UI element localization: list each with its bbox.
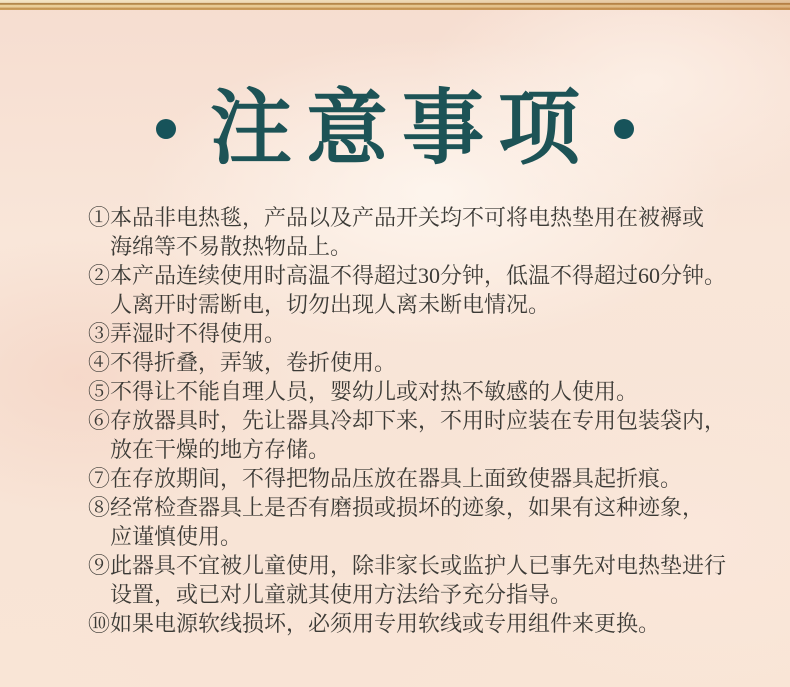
notice-line-7: ⑤不得让不能自理人员，婴幼儿或对热不敏感的人使用。: [88, 379, 639, 404]
notice-line-15: ⑩如果电源软线损坏，必须用专用软线或专用组件来更换。: [88, 611, 661, 636]
title-right-dot-icon: [614, 119, 634, 139]
notice-line-1: ①本品非电热毯，产品以及产品开关均不可将电热垫用在被褥或: [88, 205, 705, 230]
notice-list: [88, 203, 770, 638]
notice-line-11: ⑧经常检查器具上是否有磨损或损坏的迹象，如果有这种迹象，: [88, 495, 705, 520]
notice-line-8: ⑥存放器具时，先让器具冷却下来，不用时应装在专用包装袋内，: [88, 408, 727, 433]
notice-line-10: ⑦在存放期间，不得把物品压放在器具上面致使器具起折痕。: [88, 466, 683, 491]
title-left-dot-icon: [156, 119, 176, 139]
page-title-text: 注意事项: [209, 83, 594, 174]
notice-line-2: 海绵等不易散热物品上。: [110, 234, 353, 259]
notice-line-5: ③弄湿时不得使用。: [88, 321, 287, 346]
notice-line-3: ②本产品连续使用时高温不得超过30分钟，低温不得超过60分钟。: [88, 263, 727, 288]
notice-line-9: 放在干燥的地方存储。: [110, 437, 331, 462]
notice-line-14: 设置，或已对儿童就其使用方法给予充分指导。: [110, 582, 573, 607]
page-title: [0, 78, 790, 180]
notice-line-12: 应谨慎使用。: [110, 524, 243, 549]
notice-line-4: 人离开时需断电，切勿出现人离未断电情况。: [110, 292, 551, 317]
notice-line-6: ④不得折叠，弄皱，卷折使用。: [88, 350, 397, 375]
top-gold-divider: [0, 0, 790, 10]
notice-line-13: ⑨此器具不宜被儿童使用，除非家长或监护人已事先对电热垫进行: [88, 553, 727, 578]
